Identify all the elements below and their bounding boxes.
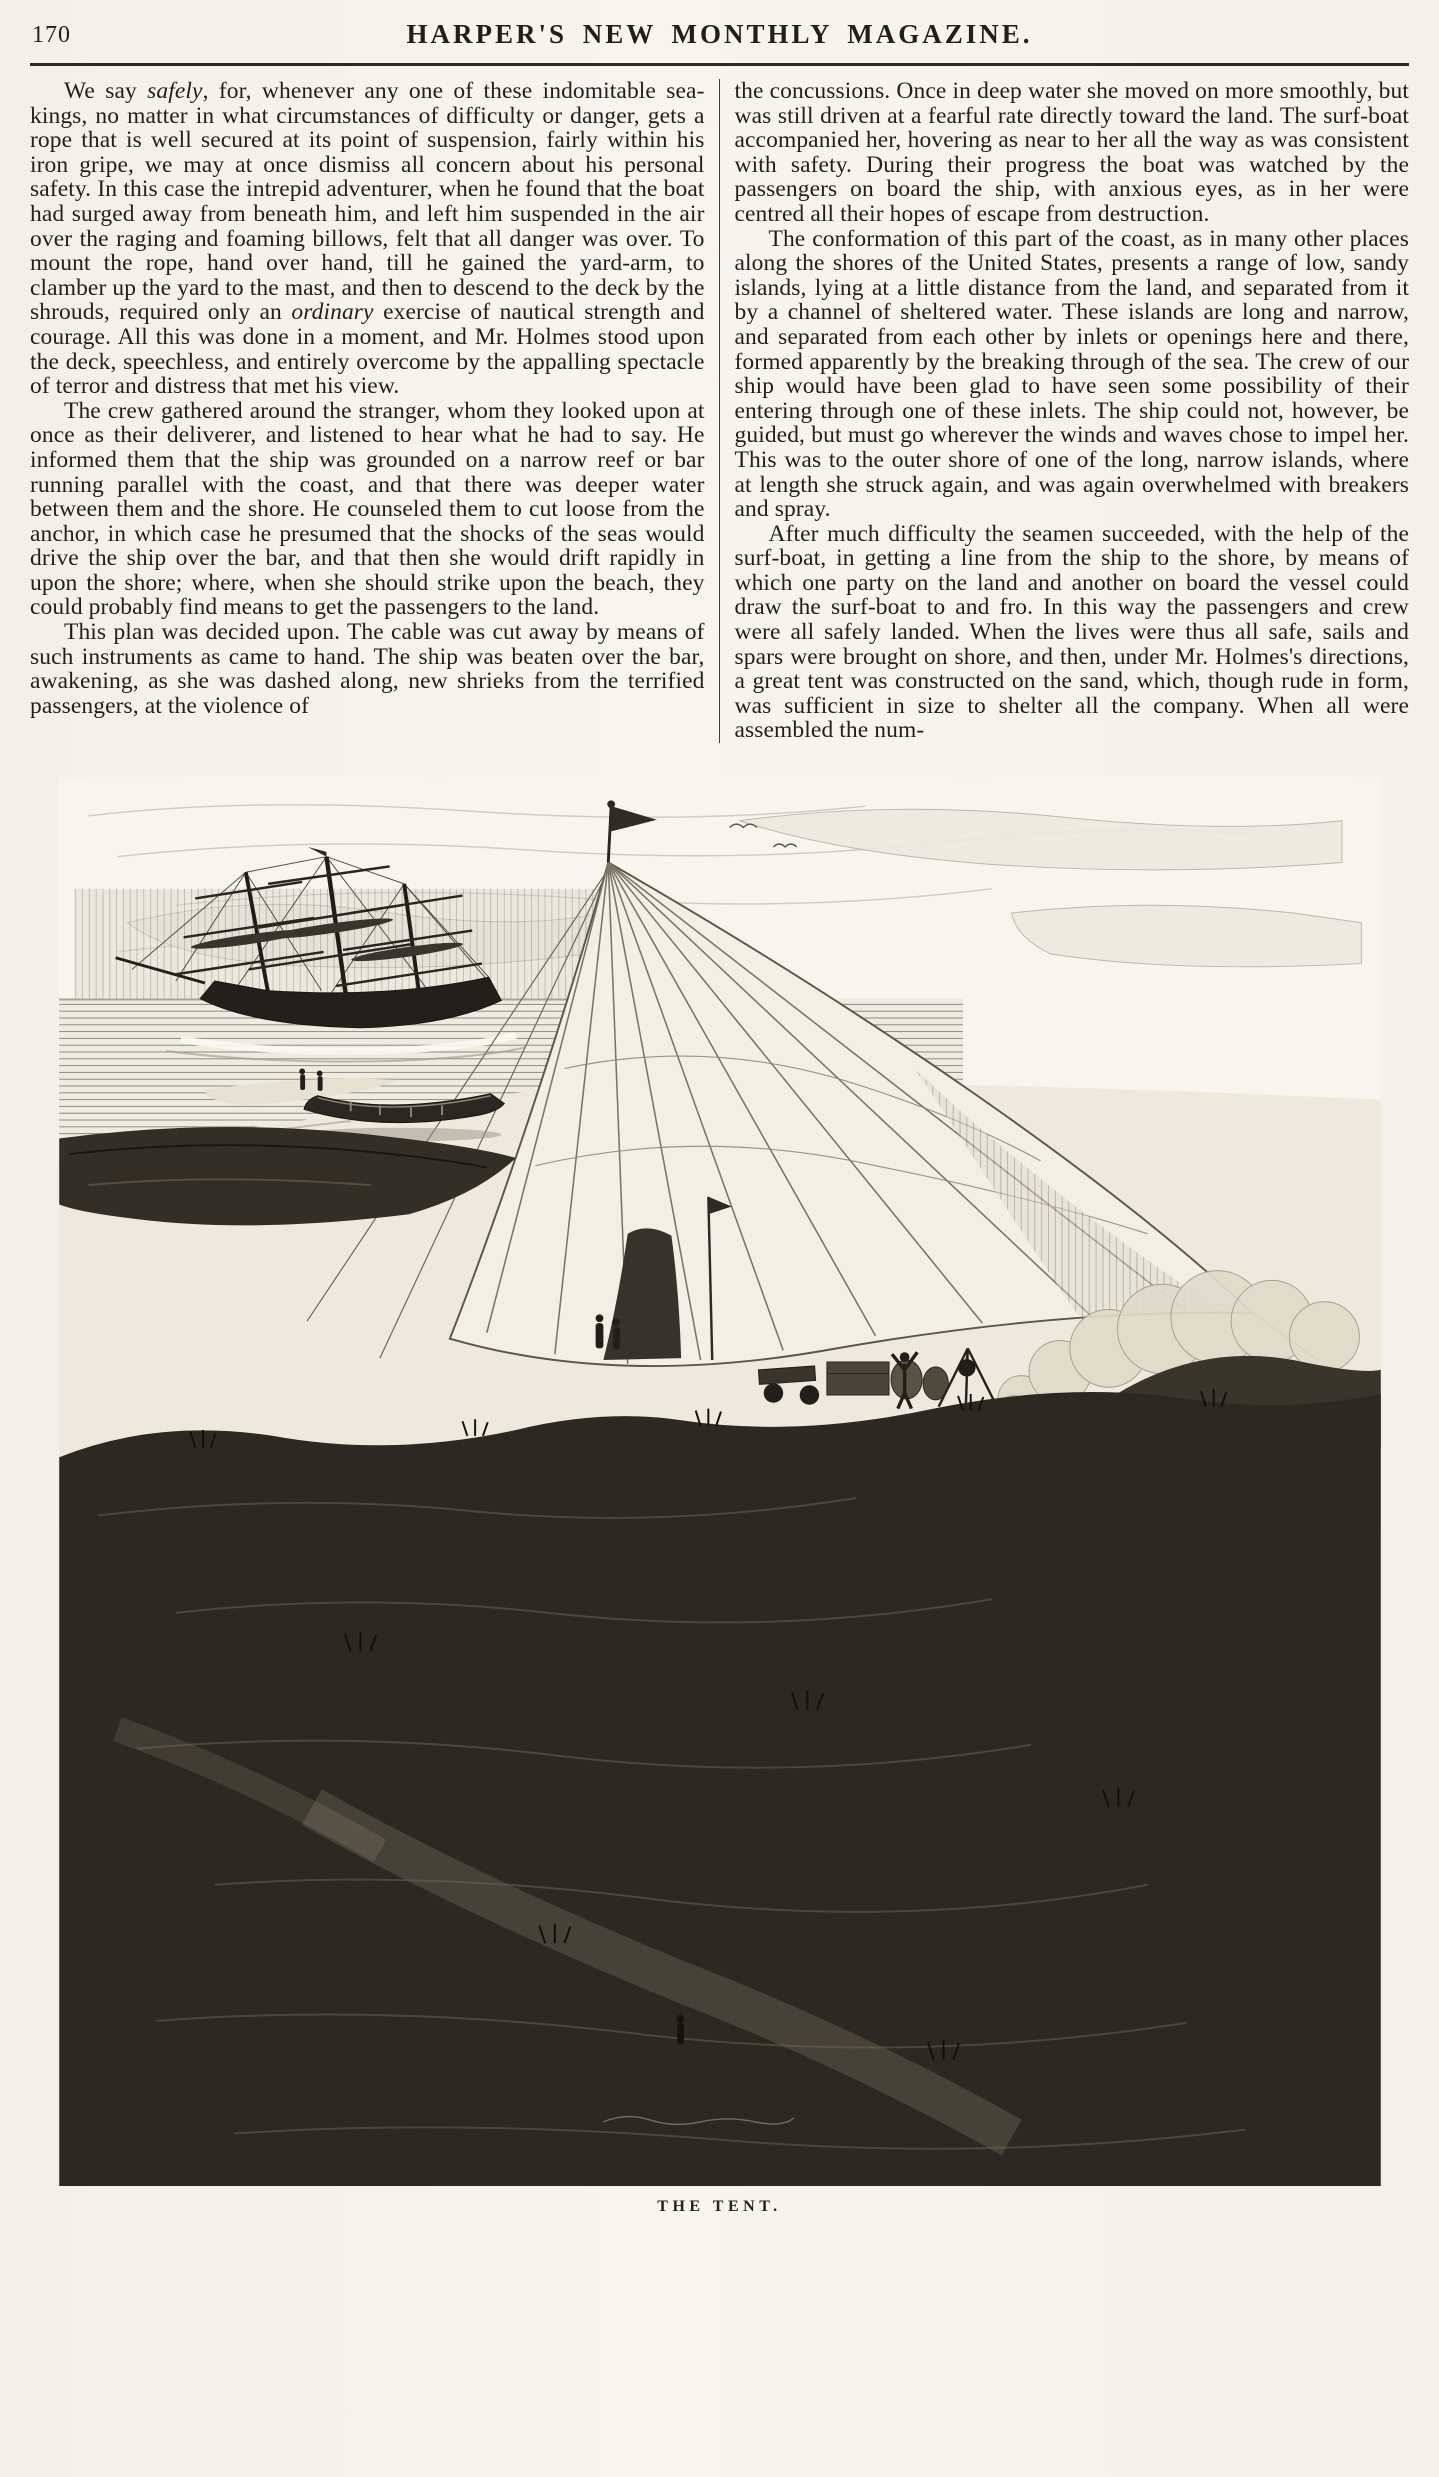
page-number: 170: [32, 22, 71, 48]
right-column: [720, 79, 1410, 743]
masthead-title: HARPER'S NEW MONTHLY MAGAZINE.: [406, 19, 1033, 49]
paragraph: This plan was decided upon. The cable was cut away by means of such instruments as came to hand. The ship was beaten over the bar, awakening, as she was dashed along, new shrieks from the terrified passengers, at the violence of: [30, 619, 705, 719]
paragraph: The crew gathered around the stranger, whom they looked upon at once as their deliverer, and listened to hear what he had to say. He informed them that the ship was grounded on a narrow reef or bar running parallel with the coast, and that there was deeper water between them and the shore. He counseled them to cut loose from the anchor, in which case he presumed that the shocks of the seas would drive the ship over the bar, and that then she would drift rapidly in upon the shore; where, when she should strike upon the beach, they could probably find means to get the passengers to the land.: [30, 397, 705, 621]
left-column: [30, 79, 720, 743]
article-columns: [30, 79, 1409, 743]
foreground-dunes: [59, 1356, 1381, 2186]
figure-caption: THE TENT.: [657, 2198, 782, 2216]
paragraph: The conformation of this part of the coast, as in many other places along the shores of the United States, presents a range of low, sandy islands, lying at a little distance from the land, and separated from it by a channel of sheltered water. These islands are long and narrow, and separated from each other by inlets or openings here and there, formed apparently by the breaking through of the sea. The crew of our ship would have been glad to have seen some possibility of their entering through one of these inlets. The ship could not, however, be guided, but must go wherever the winds and waves chose to impel her. This was to the outer shore of one of the long, narrow islands, where at length she struck again, and was again overwhelmed with breakers and spray.: [734, 225, 1409, 523]
engraving-figure: [30, 777, 1409, 2216]
dune-figure: [676, 2015, 684, 2044]
page-header: [30, 16, 1409, 56]
shipwreck-and-tent-engraving-image: [59, 777, 1381, 2186]
header-rule: [30, 63, 1409, 66]
paragraph: the concussions. Once in deep water she moved on more smoothly, but was still driven at a fearful rate directly toward the land. The surf-boat accompanied her, hovering as near to her all the way as was consistent with safety. During their progress the boat was watched by the passengers on board the ship, with anxious eyes, as in her were centred all their hopes of escape from destruction.: [734, 78, 1409, 227]
paragraph: After much difficulty the seamen succeeded, with the help of the surf-boat, in getting a line from the ship to the shore, by means of which one party on the land and another on board the vessel could draw the surf-boat to and fro. In this way the passengers and crew were all safely landed. When the lives were thus all safe, sails and spars were brought on shore, and then, under Mr. Holmes's directions, a great tent was constructed on the sand, which, though rude in form, was sufficient in size to shelter all the company. When all were assembled the num-: [734, 520, 1409, 744]
paragraph: We say safely, for, whenever any one of these indomitable sea-kings, no matter in what circumstances of difficulty or danger, gets a rope that is well secured at its point of suspension, fairly within his iron gripe, we may at once dismiss all concern about his personal safety. In this case the intrepid adventurer, when he found that the boat had surged away from beneath him, and left him suspended in the air over the raging and foaming billows, felt that all danger was over. To mount the rope, hand over hand, till he gained the yard-arm, to clamber up the yard to the mast, and then to descend to the deck by the shrouds, required only an ordinary exercise of nautical strength and courage. All this was done in a moment, and Mr. Holmes stood upon the deck, speechless, and entirely overcome by the appalling spectacle of terror and distress that met his view.: [30, 78, 705, 400]
